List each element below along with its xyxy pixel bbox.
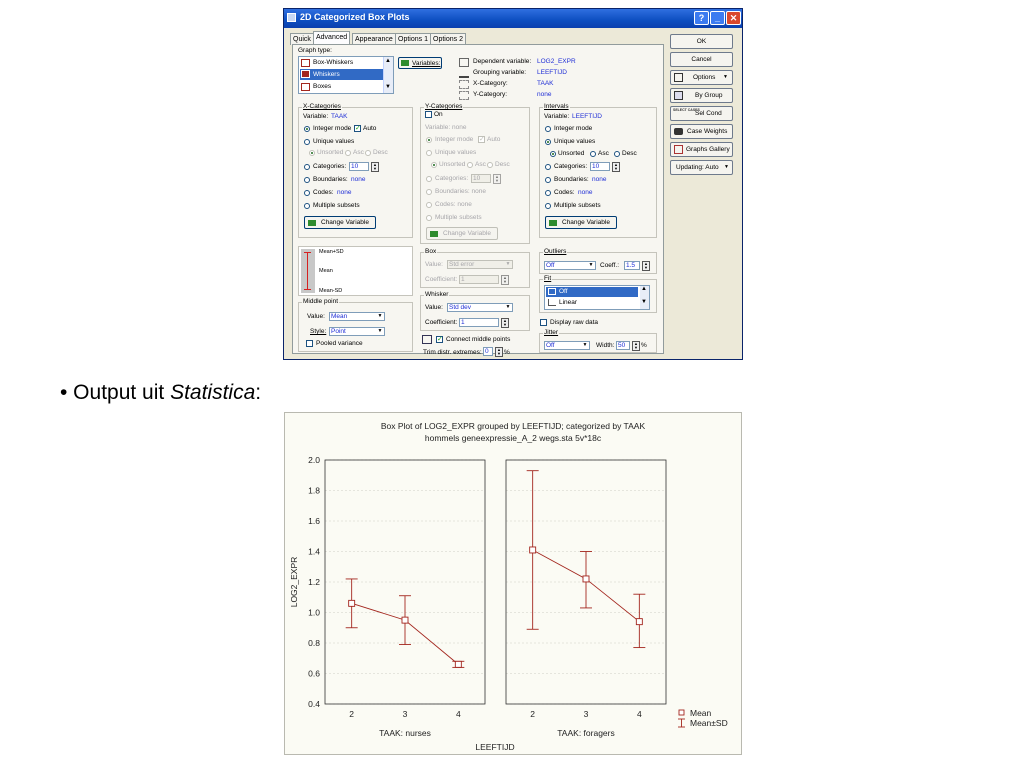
mean-marker [530,547,536,553]
jitter-width-spinner[interactable]: ▲ ▼ [632,341,640,351]
x-codes-label: Codes: [313,189,334,196]
x-variable-label: Variable: [303,113,329,120]
x-tick-label: 2 [530,709,536,719]
interval-unsorted-label: Unsorted [558,150,585,157]
y-boundaries-label: Boundaries: none [435,188,486,195]
preview-mean-minus-sd: Mean-SD [319,288,343,294]
panel-label: TAAK: nurses [379,728,431,738]
dependent-variable-value: LOG2_EXPR [537,58,576,65]
sel-cond-button[interactable]: SELECT CASES Sel Cond [670,106,733,121]
y-auto-checkbox[interactable]: ✓ [479,136,485,143]
connect-middle-points-checkbox[interactable]: ✓ [437,336,443,343]
y-category-label: Y-Category: [473,91,508,98]
box-title: Box [425,248,437,255]
graph-type-item[interactable]: Boxes [313,83,332,90]
whisker-coefficient-spinner[interactable]: ▲ ▼ [501,318,509,328]
y-unsorted-label: Unsorted [439,161,466,168]
box-value-select[interactable]: Std error ▼ [447,260,513,269]
jitter-width-input[interactable]: 50 [616,341,630,350]
x-tick-label: 3 [583,709,589,719]
y-multiple-subsets-radio[interactable] [426,215,432,221]
middle-point-group [298,298,413,352]
dependent-variable-label: Dependent variable: [473,58,532,65]
whiskers-icon [301,70,310,78]
interval-categories-spinner[interactable]: ▲ ▼ [612,162,620,172]
y-tick-label: 1.4 [308,546,320,557]
y-asc-label: Asc [475,161,486,168]
fit-item-off[interactable]: Off [559,288,568,295]
y-categories-group [420,103,530,244]
interval-unsorted-radio[interactable] [550,151,556,157]
graph-type-item[interactable]: Box-Whiskers [313,59,354,66]
x-unsorted-label: Unsorted [317,149,344,156]
preview-whisker [307,252,308,290]
y-multiple-subsets-label: Multiple subsets [435,214,482,221]
y-on-label: On [434,111,443,118]
mean-marker [583,576,589,582]
x-category-value: TAAK [537,80,554,87]
y-desc-radio[interactable] [487,162,493,168]
by-group-icon [674,91,683,100]
interval-boundaries-radio[interactable] [545,177,551,183]
y-tick-label: 1.8 [308,485,320,496]
plot-title: Box Plot of LOG2_EXPR grouped by LEEFTIJD; categorized by TAAK [380,421,646,431]
whisker-coefficient-input[interactable]: 1 [459,318,499,327]
y-unique-values-label: Unique values [435,149,477,156]
tab-appearance[interactable]: Appearance [352,33,396,45]
outliers-coeff-label: Coeff.: [600,262,620,269]
variables-button[interactable]: Variables: [398,57,442,69]
interval-asc-label: Asc [598,150,609,157]
weights-icon [674,128,683,135]
pooled-variance-label: Pooled variance [316,340,363,347]
whisker-value-label: Value: [425,304,443,311]
interval-boundaries-label: Boundaries: [554,176,589,183]
y-boundaries-radio[interactable] [426,189,432,195]
intervals-group [539,103,657,238]
output-caption [60,381,261,405]
x-tick-label: 4 [455,709,461,719]
connect-points-icon [422,335,432,344]
y-unique-values-radio[interactable] [426,150,432,156]
fit-off-icon [548,288,556,295]
close-button[interactable]: ✕ [726,11,741,25]
chevron-down-icon: ▼ [588,262,594,268]
y-categories-input[interactable]: 10 [471,174,491,183]
intervals-title: Intervals [544,103,569,110]
x-boundaries-label: Boundaries: [313,176,348,183]
chevron-down-icon: ▼ [505,304,511,310]
tab-panel-advanced [292,44,664,354]
dialog-title: 2D Categorized Box Plots [300,12,410,22]
interval-codes-value[interactable]: none [578,189,593,196]
x-boundaries-radio[interactable] [304,177,310,183]
box-plot-output [284,412,742,755]
mean-marker [455,661,461,667]
x-categories-label: Categories: [313,163,347,170]
whisker-title: Whisker [425,291,449,298]
x-tick-label: 3 [402,709,408,719]
tab-options-2[interactable]: Options 2 [430,33,466,45]
scroll-up-icon[interactable]: ▲ [641,286,647,292]
x-category-icon [459,80,469,89]
interval-multiple-subsets-radio[interactable] [545,203,551,209]
x-asc-label: Asc [353,149,364,156]
y-categories-radio[interactable] [426,176,432,182]
x-category-label: X-Category: [473,80,508,87]
legend-sd-label: Mean±SD [690,718,728,728]
cancel-button[interactable]: Cancel [670,52,733,67]
graph-type-list[interactable] [298,56,394,94]
trim-input[interactable]: 0 [483,347,493,356]
x-categories-input[interactable]: 10 [349,162,369,171]
whisker-value-select[interactable]: Std dev ▼ [447,303,513,312]
boxes-icon [301,83,310,91]
box-coefficient-label: Coefficient: [425,276,458,283]
chevron-down-icon: ▼ [582,342,588,348]
interval-integer-mode-radio[interactable] [545,126,551,132]
grouping-variable-label: Grouping variable: [473,69,527,76]
interval-codes-label: Codes: [554,189,575,196]
interval-variable-value: LEEFTIJD [572,113,602,120]
title-bar[interactable] [284,9,742,28]
caption-prefix: • Output uit [60,381,171,404]
chart-svg [285,413,741,754]
x-unique-values-label: Unique values [313,138,355,145]
linear-fit-icon [548,299,556,306]
case-weights-button[interactable]: Case Weights [670,124,733,139]
x-integer-mode-radio[interactable] [304,126,310,132]
interval-desc-radio[interactable] [614,151,620,157]
x-asc-radio[interactable] [345,150,351,156]
options-icon [674,73,683,82]
interval-unique-values-radio[interactable] [545,139,551,145]
scroll-down-icon[interactable]: ▼ [641,299,647,305]
y-tick-label: 0.4 [308,699,320,709]
y-variable-label: Variable: none [425,124,467,131]
x-desc-radio[interactable] [365,150,371,156]
scroll-down-icon[interactable]: ▼ [385,84,391,90]
mean-marker [402,617,408,623]
trim-label: Trim distr. extremes: [423,349,482,356]
middle-value-label: Value: [307,313,325,320]
whisker-group [420,291,530,331]
y-tick-label: 0.6 [308,668,320,679]
y-codes-label: Codes: none [435,201,472,208]
caption-suffix: : [255,381,262,404]
select-cases-icon: SELECT CASES [673,108,700,112]
x-unsorted-radio[interactable] [309,150,315,156]
chevron-down-icon: ▼ [377,313,383,319]
app-icon [287,13,296,22]
legend-mean-label: Mean [690,708,712,718]
mean-marker [349,600,355,606]
outliers-coeff-input[interactable]: 1.5 [624,261,640,270]
scroll-up-icon[interactable]: ▲ [385,58,391,64]
jitter-unit: % [641,342,647,349]
box-coefficient-input[interactable]: 1 [459,275,499,284]
trim-unit: % [504,349,510,356]
fit-title: Fit [544,275,552,282]
y-codes-radio[interactable] [426,202,432,208]
updating-auto-button[interactable]: Updating: Auto ▼ [670,160,733,175]
y-category-icon [459,91,469,100]
interval-categories-label: Categories: [554,163,588,170]
graph-type-label: Graph type: [298,47,332,54]
change-variable-icon [308,220,316,226]
box-whiskers-icon [301,59,310,67]
tab-options-1[interactable]: Options 1 [395,33,431,45]
x-categories-group [298,103,413,238]
interval-codes-radio[interactable] [545,190,551,196]
middle-point-title: Middle point [303,298,339,305]
trim-spinner[interactable]: ▲ ▼ [495,347,503,357]
interval-multiple-subsets-label: Multiple subsets [554,202,601,209]
y-change-variable-button[interactable]: Change Variable [426,227,498,240]
x-codes-value[interactable]: none [337,189,352,196]
y-auto-label: Auto [487,136,501,143]
by-group-button[interactable]: By Group [670,88,733,103]
x-multiple-subsets-radio[interactable] [304,203,310,209]
preview-shade [301,249,315,293]
legend-mean-marker [679,710,684,715]
jitter-width-label: Width: [596,342,615,349]
box-coefficient-spinner[interactable]: ▲ ▼ [501,275,509,285]
interval-desc-label: Desc [622,150,637,157]
chevron-down-icon: ▼ [505,261,511,267]
outliers-coeff-spinner[interactable]: ▲ ▼ [642,261,650,271]
fit-scrollbar[interactable] [640,286,649,309]
jitter-select[interactable]: Off ▼ [544,341,590,350]
pooled-variance-checkbox[interactable] [306,340,313,347]
x-axis-title: LEEFTIJD [475,742,515,752]
fit-group [539,275,657,313]
display-raw-data-checkbox[interactable] [540,319,547,326]
grouping-variable-value: LEEFTIJD [537,69,567,76]
x-variable-value: TAAK [331,113,348,120]
change-variable-icon [430,231,438,237]
plot-subtitle: hommels geneexpressie_A_2 wegs.sta 5v*18c [424,433,602,443]
interval-variable-label: Variable: [544,113,570,120]
y-asc-radio[interactable] [467,162,473,168]
dependent-variable-icon [459,58,469,67]
y-on-checkbox[interactable] [425,111,432,118]
x-categories-spinner[interactable]: ▲ ▼ [371,162,379,172]
y-categories-label: Categories: [435,175,469,182]
jitter-group [539,329,657,353]
minimize-button[interactable]: _ [710,11,725,25]
y-categories-title: Y-Categories [425,103,463,110]
x-desc-label: Desc [373,149,388,156]
interval-unique-values-label: Unique values [554,138,596,145]
whisker-preview [298,246,413,296]
x-auto-checkbox[interactable]: ✓ [355,125,361,132]
box-group [420,248,530,288]
interval-asc-radio[interactable] [590,151,596,157]
x-codes-radio[interactable] [304,190,310,196]
connect-middle-points-label: Connect middle points [446,336,511,343]
interval-categories-input[interactable]: 10 [590,162,610,171]
chevron-down-icon: ▼ [377,328,383,334]
interval-categories-radio[interactable] [545,164,551,170]
y-categories-spinner[interactable]: ▲ ▼ [493,174,501,184]
fit-list[interactable] [544,285,650,310]
graphs-gallery-button[interactable]: Graphs Gallery [670,142,733,157]
list-scrollbar[interactable] [383,57,393,93]
grouping-variable-icon [459,69,469,78]
x-tick-label: 4 [636,709,642,719]
fit-item-linear[interactable]: Linear [559,299,578,306]
interval-integer-mode-label: Integer mode [554,125,593,132]
chevron-down-icon: ▼ [724,164,729,170]
y-tick-label: 2.0 [308,455,320,465]
outliers-group [539,248,657,274]
ok-button[interactable]: OK [670,34,733,49]
x-auto-label: Auto [363,125,377,132]
x-categories-title: X-Categories [303,103,341,110]
jitter-title: Jitter [544,329,559,336]
whisker-coefficient-label: Coefficient: [425,319,458,326]
x-change-variable-button[interactable]: Change Variable [304,216,376,229]
y-tick-label: 1.2 [308,577,320,587]
y-tick-label: 1.0 [308,607,320,618]
options-button[interactable]: Options ▼ [670,70,733,85]
gallery-icon [674,145,683,154]
y-unsorted-radio[interactable] [431,162,437,168]
preview-mean: Mean [319,268,333,274]
x-categories-radio[interactable] [304,164,310,170]
y-integer-mode-label: Integer mode [435,136,474,143]
change-variable-icon [549,220,557,226]
box-plots-dialog [283,8,743,360]
tab-advanced[interactable]: Advanced [313,31,350,45]
y-axis-title: LOG2_EXPR [289,556,299,608]
outliers-select[interactable]: Off ▼ [544,261,596,270]
chevron-down-icon: ▼ [723,74,728,80]
interval-change-variable-button[interactable]: Change Variable [545,216,617,229]
x-boundaries-value[interactable]: none [351,176,366,183]
display-raw-data-label: Display raw data [550,319,599,326]
panel-label: TAAK: foragers [557,728,615,738]
middle-value-select[interactable]: Mean ▼ [329,312,385,321]
x-tick-label: 2 [349,709,355,719]
x-integer-mode-label: Integer mode [313,125,352,132]
preview-cap-bottom [304,289,311,290]
y-integer-mode-radio[interactable] [426,137,432,143]
mean-marker [636,619,642,625]
interval-boundaries-value[interactable]: none [592,176,607,183]
outliers-title: Outliers [544,248,567,255]
preview-mean-plus-sd: Mean+SD [319,249,344,255]
y-tick-label: 1.6 [308,516,320,526]
help-button[interactable]: ? [694,11,709,25]
y-desc-label: Desc [495,161,510,168]
box-value-label: Value: [425,261,443,268]
preview-cap-top [304,252,311,253]
x-multiple-subsets-label: Multiple subsets [313,202,360,209]
middle-style-select[interactable]: Point ▼ [329,327,385,336]
variables-icon [401,60,409,66]
caption-italic: Statistica [170,381,256,404]
y-tick-label: 0.8 [308,638,320,648]
y-category-value: none [537,91,552,98]
x-unique-values-radio[interactable] [304,139,310,145]
graph-type-item-selected[interactable]: Whiskers [313,71,340,78]
tab-quick[interactable]: Quick [290,33,314,45]
middle-style-label: Style: [310,328,327,335]
